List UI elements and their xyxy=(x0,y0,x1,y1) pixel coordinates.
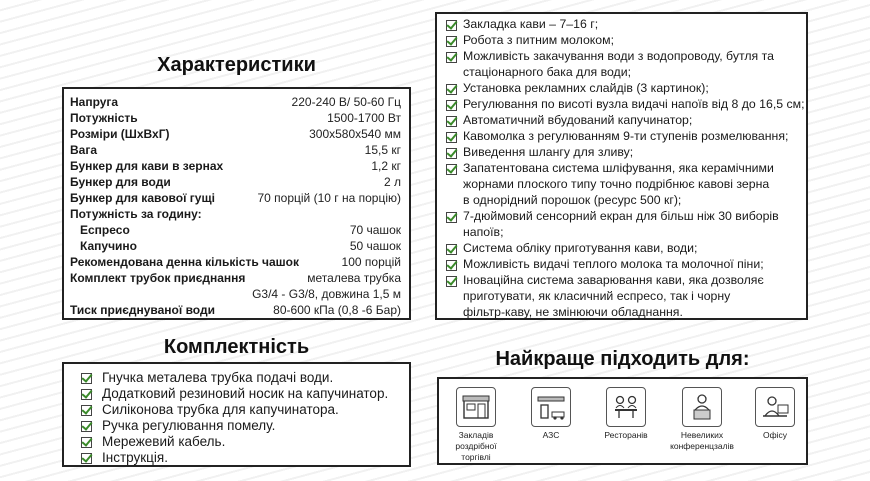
feature-text: Закладка кави – 7–16 г; xyxy=(463,17,599,31)
spec-label: Рекомендована денна кількість чашок xyxy=(70,255,300,269)
conference-icon xyxy=(682,387,722,427)
feature-item xyxy=(463,33,614,49)
spec-value: 1500-1700 Вт xyxy=(327,111,401,125)
feature-item-cont xyxy=(463,65,631,81)
place-label: Невеликих конференцзалів xyxy=(670,430,734,451)
checkbox-icon xyxy=(81,437,92,448)
checkbox-icon xyxy=(446,276,457,287)
spec-row xyxy=(70,286,401,302)
spec-row xyxy=(70,174,401,190)
spec-row xyxy=(70,270,401,286)
place-label: Офісу xyxy=(763,430,787,440)
spec-row xyxy=(70,222,401,238)
feature-item-cont xyxy=(463,305,683,321)
place-store xyxy=(443,387,509,463)
feature-item xyxy=(463,97,805,113)
kit-text: Силіконова трубка для капучинатора. xyxy=(102,402,339,417)
checkbox-icon xyxy=(446,148,457,159)
feature-item xyxy=(463,81,709,97)
spec-value: 2 л xyxy=(383,175,401,189)
spec-label: Бункер для кавової гущі xyxy=(70,191,215,205)
kit-text: Мережевий кабель. xyxy=(102,434,226,449)
spec-label: Комплект трубок приєднання xyxy=(70,271,246,285)
kit-item xyxy=(102,450,168,466)
checkbox-icon xyxy=(446,20,457,31)
feature-item xyxy=(463,209,779,225)
kit-item xyxy=(102,434,225,450)
spec-value: G3/4 - G3/8, довжина 1,5 м xyxy=(252,287,401,301)
spec-row xyxy=(70,254,401,270)
best-title: Найкраще підходить для: xyxy=(495,348,750,370)
feature-text: Система обліку приготування кави, води; xyxy=(463,241,698,255)
kit-item xyxy=(102,370,333,386)
kit-item xyxy=(102,386,388,402)
spec-label: Еспресо xyxy=(80,223,130,237)
spec-row xyxy=(70,110,401,126)
place-label: Ресторанів xyxy=(604,430,648,440)
feature-item-cont xyxy=(463,177,769,193)
office-icon xyxy=(755,387,795,427)
spec-row xyxy=(70,94,401,110)
feature-item xyxy=(463,241,697,257)
specs-title: Характеристики xyxy=(157,54,316,76)
checkbox-icon xyxy=(81,405,92,416)
spec-row xyxy=(70,142,401,158)
feature-text: стаціонарного бака для води; xyxy=(463,65,632,79)
spec-value: 15,5 кг xyxy=(364,143,401,157)
feature-text: Можливість закачування води з водопроводу, бутля та xyxy=(463,49,774,63)
restaurant-icon xyxy=(606,387,646,427)
feature-item xyxy=(463,113,692,129)
feature-item-cont xyxy=(463,225,504,241)
checkbox-icon xyxy=(446,132,457,143)
place-gas-station xyxy=(518,387,584,441)
kit-text: Додатковий резиновий носик на капучинатор. xyxy=(102,386,389,401)
spec-row xyxy=(70,238,401,254)
spec-value: 70 чашок xyxy=(349,223,401,237)
checkbox-icon xyxy=(81,453,92,464)
feature-text: Іноваційна система заварювання кави, яка дозволяє xyxy=(463,273,764,287)
spec-value: 100 порцій xyxy=(341,255,401,269)
spec-value: 80-600 кПа (0,8 -6 Бар) xyxy=(273,303,401,317)
spec-label: Капучино xyxy=(80,239,137,253)
spec-value: 70 порцій (10 г на порцію) xyxy=(257,191,401,205)
kit-title: Комплектність xyxy=(163,336,310,358)
checkbox-icon xyxy=(446,260,457,271)
spec-value: 300x580x540 мм xyxy=(309,127,401,141)
kit-item xyxy=(102,418,275,434)
feature-item xyxy=(463,161,774,177)
kit-text: Гнучка металева трубка подачі води. xyxy=(102,370,334,385)
spec-label: Напруга xyxy=(70,95,119,109)
spec-label: Розміри (ШхВхГ) xyxy=(70,127,170,141)
place-label: АЗС xyxy=(542,430,560,440)
spec-label: Бункер для кави в зернах xyxy=(70,159,224,173)
spec-row xyxy=(70,302,401,318)
kit-text: Інструкція. xyxy=(102,450,168,465)
feature-item xyxy=(463,273,764,289)
feature-item-cont xyxy=(463,289,730,305)
kit-text: Ручка регулювання помелу. xyxy=(102,418,276,433)
place-office xyxy=(742,387,808,441)
place-restaurant xyxy=(593,387,659,441)
feature-text: Кавомолка з регулюванням 9-ти ступенів розмелювання; xyxy=(463,129,789,143)
feature-item xyxy=(463,129,788,145)
feature-text: Робота з питним молоком; xyxy=(463,33,615,47)
feature-text: Виведення шлангу для зливу; xyxy=(463,145,634,159)
spec-value: 1,2 кг xyxy=(371,159,401,173)
feature-text: Запатентована система шліфування, яка керамічними xyxy=(463,161,774,175)
spec-row xyxy=(70,126,401,142)
feature-item xyxy=(463,49,774,65)
feature-text: Регулювання по висоті вузла видачі напоїв від 8 до 16,5 см; xyxy=(463,97,805,111)
checkbox-icon xyxy=(81,421,92,432)
feature-text: Установка рекламних слайдів (3 картинок); xyxy=(463,81,709,95)
checkbox-icon xyxy=(446,36,457,47)
feature-text: в однорідний порошок (ресурс 500 кг); xyxy=(463,193,682,207)
checkbox-icon xyxy=(446,164,457,175)
checkbox-icon xyxy=(446,116,457,127)
spec-row xyxy=(70,158,401,174)
feature-text: Можливість видачі теплого молока та молочної піни; xyxy=(463,257,764,271)
spec-value: 50 чашок xyxy=(349,239,401,253)
checkbox-icon xyxy=(446,84,457,95)
checkbox-icon xyxy=(446,212,457,223)
feature-text: фільтр-каву, не змінюючи обладнання. xyxy=(463,305,683,319)
spec-value: 220-240 В/ 50-60 Гц xyxy=(291,95,401,109)
checkbox-icon xyxy=(81,389,92,400)
best-for-panel xyxy=(437,377,808,465)
feature-item xyxy=(463,17,598,33)
spec-label: Бункер для води xyxy=(70,175,171,189)
feature-item xyxy=(463,257,764,273)
feature-text: 7-дюймовий сенсорний екран для більш ніж 30 виборів xyxy=(463,209,779,223)
feature-item-cont xyxy=(463,193,681,209)
specs-table xyxy=(62,87,411,320)
feature-text: Автоматичний вбудований капучинатор; xyxy=(463,113,693,127)
checkbox-icon xyxy=(81,373,92,384)
checkbox-icon xyxy=(446,100,457,111)
kit-item xyxy=(102,402,339,418)
place-label: Закладів роздрібної торгівлі xyxy=(455,430,497,462)
features-list xyxy=(435,12,808,320)
feature-text: напоїв; xyxy=(463,225,504,239)
spec-label: Вага xyxy=(70,143,98,157)
spec-value: металева трубка xyxy=(307,271,401,285)
checkbox-icon xyxy=(446,244,457,255)
spec-label: Потужність xyxy=(70,111,138,125)
spec-row xyxy=(70,190,401,206)
spec-label: Тиск приєднуваної води xyxy=(70,303,215,317)
checkbox-icon xyxy=(446,52,457,63)
kit-list xyxy=(62,362,411,467)
store-icon xyxy=(456,387,496,427)
feature-text: приготувати, як класичний еспресо, так і чорну xyxy=(463,289,731,303)
place-conference xyxy=(669,387,735,452)
gas-station-icon xyxy=(531,387,571,427)
feature-text: жорнами плоского типу точно подрібнює кавові зерна xyxy=(463,177,770,191)
spec-label: Потужність за годину: xyxy=(70,207,202,221)
spec-row xyxy=(70,206,401,222)
feature-item xyxy=(463,145,633,161)
